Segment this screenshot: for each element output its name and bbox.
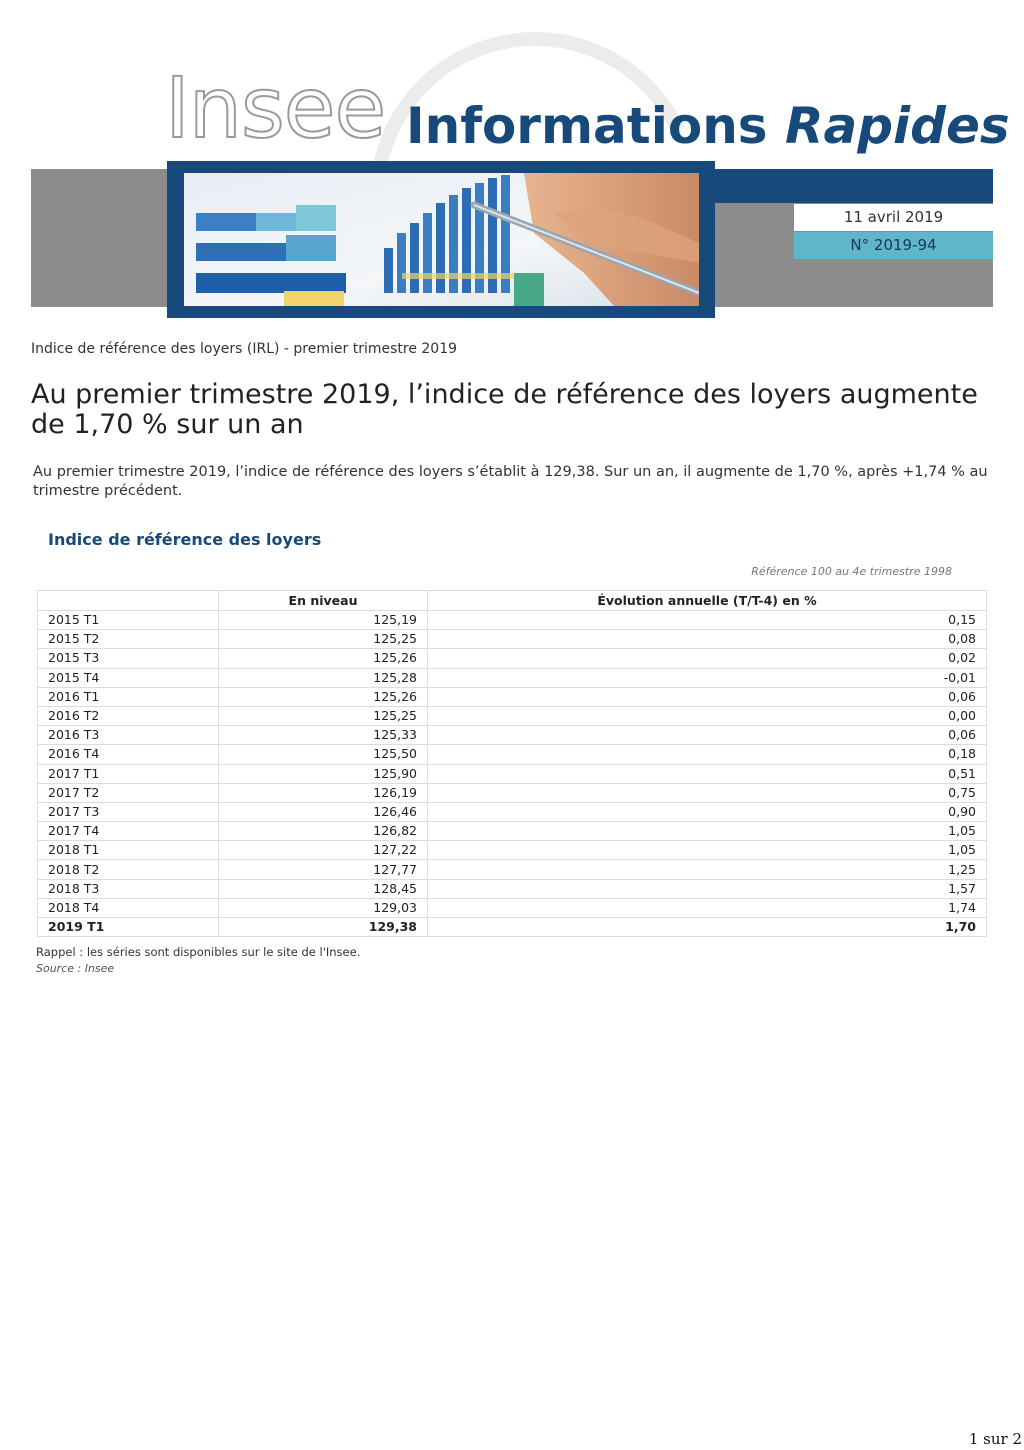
- row-period: 2016 T4: [38, 745, 219, 764]
- row-annual-change: 1,70: [428, 918, 987, 937]
- row-level: 129,38: [219, 918, 428, 937]
- row-level: 129,03: [219, 898, 428, 917]
- row-annual-change: 0,90: [428, 802, 987, 821]
- row-period: 2016 T1: [38, 687, 219, 706]
- row-level: 126,82: [219, 822, 428, 841]
- publication-title-italic: Rapides: [784, 97, 1010, 155]
- photo-left-bars: [196, 205, 346, 306]
- row-annual-change: -0,01: [428, 668, 987, 687]
- article-kicker: Indice de référence des loyers (IRL) - premier trimestre 2019: [31, 341, 458, 357]
- row-annual-change: 0,00: [428, 706, 987, 725]
- row-annual-change: 0,06: [428, 687, 987, 706]
- header-band-accent: [712, 169, 993, 203]
- row-annual-change: 0,18: [428, 745, 987, 764]
- table-header-row: [38, 591, 987, 611]
- row-annual-change: 0,51: [428, 764, 987, 783]
- row-level: 125,33: [219, 726, 428, 745]
- row-period: 2017 T3: [38, 802, 219, 821]
- row-annual-change: 1,57: [428, 879, 987, 898]
- table-row: [38, 879, 987, 898]
- table-row: [38, 745, 987, 764]
- article-lead: Au premier trimestre 2019, l’indice de référence des loyers s’établit à 129,38. Sur un an, il augmente de 1,70 %, après +1,74 % au trimestre précédent.: [33, 464, 988, 499]
- header-annual-change: Évolution annuelle (T/T-4) en %: [428, 591, 987, 611]
- row-period: 2018 T1: [38, 841, 219, 860]
- row-level: 125,50: [219, 745, 428, 764]
- publication-title-main: Informations: [406, 97, 768, 155]
- row-level: 125,28: [219, 668, 428, 687]
- header-photo-frame: [167, 161, 715, 318]
- table-row: [38, 706, 987, 725]
- row-annual-change: 0,02: [428, 649, 987, 668]
- row-period: 2016 T3: [38, 726, 219, 745]
- row-level: 126,19: [219, 783, 428, 802]
- row-level: 127,77: [219, 860, 428, 879]
- row-level: 128,45: [219, 879, 428, 898]
- row-period: 2017 T2: [38, 783, 219, 802]
- table-row: [38, 841, 987, 860]
- publication-number: N° 2019-94: [794, 232, 993, 259]
- row-level: 125,26: [219, 687, 428, 706]
- header-photo: [184, 173, 699, 306]
- table-row: [38, 822, 987, 841]
- row-level: 125,25: [219, 706, 428, 725]
- row-period: 2015 T1: [38, 611, 219, 630]
- row-level: 125,90: [219, 764, 428, 783]
- table-row: [38, 649, 987, 668]
- table-row: [38, 802, 987, 821]
- row-period: 2018 T2: [38, 860, 219, 879]
- row-period: 2017 T1: [38, 764, 219, 783]
- row-level: 125,26: [219, 649, 428, 668]
- publication-title: [406, 99, 1010, 154]
- row-annual-change: 1,05: [428, 822, 987, 841]
- row-period: 2015 T2: [38, 630, 219, 649]
- table-row: [38, 726, 987, 745]
- table-row: [38, 611, 987, 630]
- page-number: 1 sur 2: [968, 1430, 1022, 1448]
- row-period: 2016 T2: [38, 706, 219, 725]
- article-headline: Au premier trimestre 2019, l’indice de référence des loyers augmente de 1,70 % sur un an: [31, 379, 978, 440]
- row-level: 126,46: [219, 802, 428, 821]
- row-annual-change: 0,15: [428, 611, 987, 630]
- table-row: [38, 783, 987, 802]
- table-title: Indice de référence des loyers: [48, 530, 322, 549]
- row-annual-change: 0,75: [428, 783, 987, 802]
- table-row: [38, 668, 987, 687]
- row-level: 125,19: [219, 611, 428, 630]
- row-period: 2015 T3: [38, 649, 219, 668]
- table-row: [38, 918, 987, 937]
- row-annual-change: 0,06: [428, 726, 987, 745]
- row-annual-change: 1,05: [428, 841, 987, 860]
- row-period: 2015 T4: [38, 668, 219, 687]
- row-level: 125,25: [219, 630, 428, 649]
- table-reference-note: Référence 100 au 4e trimestre 1998: [751, 565, 952, 578]
- irl-table: [37, 590, 987, 937]
- row-period: 2018 T4: [38, 898, 219, 917]
- row-period: 2017 T4: [38, 822, 219, 841]
- table-row: [38, 764, 987, 783]
- table-row: [38, 860, 987, 879]
- publication-date: 11 avril 2019: [794, 204, 993, 231]
- table-source: Source : Insee: [36, 962, 115, 975]
- row-period: 2019 T1: [38, 918, 219, 937]
- row-level: 127,22: [219, 841, 428, 860]
- row-annual-change: 0,08: [428, 630, 987, 649]
- row-period: 2018 T3: [38, 879, 219, 898]
- table-footnote: Rappel : les séries sont disponibles sur le site de l'Insee.: [36, 945, 361, 959]
- table-row: [38, 630, 987, 649]
- table-row: [38, 898, 987, 917]
- table-body: [38, 611, 987, 937]
- table-row: [38, 687, 987, 706]
- insee-logo: Insee: [165, 59, 386, 157]
- header-level: En niveau: [219, 591, 428, 611]
- header-period: [38, 591, 219, 611]
- row-annual-change: 1,74: [428, 898, 987, 917]
- row-annual-change: 1,25: [428, 860, 987, 879]
